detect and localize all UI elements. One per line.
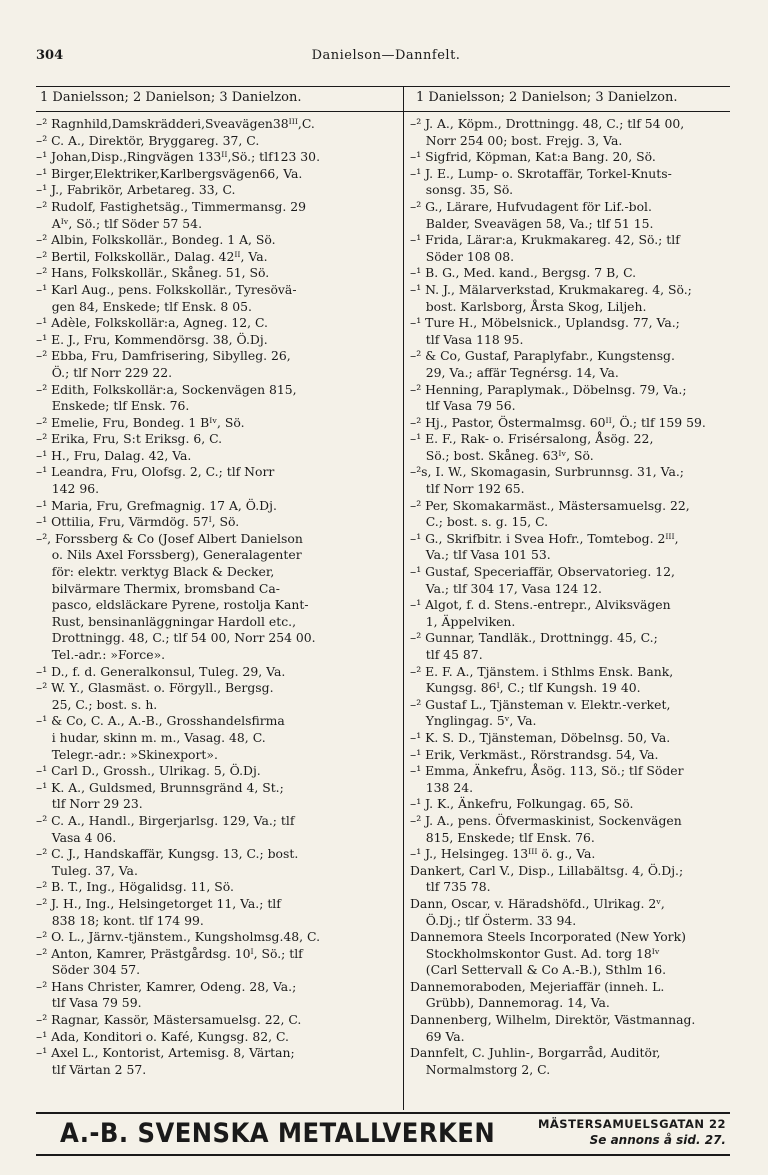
directory-entry-line: 838 18; kont. tlf 174 99. (36, 912, 204, 928)
directory-entry-line: –¹ H., Fru, Dalag. 42, Va. (36, 447, 192, 463)
directory-entry-line: Dankert, Carl V., Disp., Lillabältsg. 4, Ö.Dj.; (410, 862, 684, 878)
directory-entry-line: –² Gunnar, Tandläk., Drottningg. 45, C.; (410, 630, 658, 646)
directory-entry-line: –¹ G., Skrifbitr. i Svea Hofr., Tomtebog. 2ᴵᴵᴵ, (410, 530, 679, 546)
column-headers (36, 86, 730, 112)
directory-entry-line: tlf Vasa 79 59. (36, 995, 142, 1011)
directory-entry-line: –² C. J., Handskaffär, Kungsg. 13, C.; bost. (36, 846, 299, 862)
directory-entry-line: –¹ J. E., Lump- o. Skrotaffär, Torkel-Knuts- (410, 165, 672, 181)
directory-entry-line: C.; bost. s. g. 15, C. (410, 514, 549, 530)
directory-entry-line: Dannemoraboden, Mejeriaffär (inneh. L. (410, 978, 665, 994)
directory-entry-line: –¹ Leandra, Fru, Olofsg. 2, C.; tlf Norr (36, 464, 275, 480)
directory-entry-line: –¹ E. F., Rak- o. Frisérsalong, Åsög. 22, (410, 431, 654, 447)
directory-entry-line: 25, C.; bost. s. h. (36, 696, 158, 712)
directory-entry-line: –², Forssberg & Co (Josef Albert Danielson (36, 530, 303, 546)
advertiser-address: MÄSTERSAMUELSGATAN 22 (537, 1117, 726, 1131)
directory-entry-line: –¹ Axel L., Kontorist, Artemisg. 8, Värtan; (36, 1045, 295, 1061)
directory-entry-line: Rust, bensinanläggningar Hardoll etc., (36, 613, 297, 629)
directory-entry-line: –¹ E. J., Fru, Kommendörsg. 38, Ö.Dj. (36, 331, 268, 347)
right-column-header: 1 Danielsson; 2 Danielson; 3 Danielzon. (416, 90, 678, 105)
directory-entry-line: (Carl Settervall & Co A.-B.), Sthlm 16. (410, 962, 667, 978)
directory-entry-line: Enskede; tlf Ensk. 76. (36, 398, 190, 414)
directory-entry-line: –² B. T., Ing., Högalidsg. 11, Sö. (36, 879, 234, 895)
directory-entry-line: Normalmstorg 2, C. (410, 1061, 551, 1077)
directory-entry-line: –² Bertil, Folkskollär., Dalag. 42ᴵᴵ, Va. (36, 248, 268, 264)
directory-entry-line: –¹ Karl Aug., pens. Folkskollär., Tyresövä- (36, 281, 297, 297)
advertiser-name: A.-B. SVENSKA METALLVERKEN (60, 1118, 496, 1149)
directory-entry-line: –² Hans, Folkskollär., Skåneg. 51, Sö. (36, 265, 270, 281)
directory-entry-line: –¹ Adèle, Folkskollär:a, Agneg. 12, C. (36, 315, 268, 331)
directory-entry-line: –¹ J., Fabrikör, Arbetareg. 33, C. (36, 182, 236, 198)
left-column-header: 1 Danielsson; 2 Danielson; 3 Danielzon. (40, 90, 302, 105)
directory-entry-line: tlf Vasa 79 56. (410, 398, 516, 414)
directory-entry-line: –² Per, Skomakarmäst., Mästersamuelsg. 22, (410, 497, 690, 513)
directory-entry-line: –² Ebba, Fru, Damfrisering, Sibylleg. 26, (36, 348, 291, 364)
directory-entry-line: tlf 45 87. (410, 647, 483, 662)
directory-entry-line: –¹ D., f. d. Generalkonsul, Tuleg. 29, Va. (36, 663, 286, 679)
directory-entry-line: Vasa 4 06. (36, 829, 117, 845)
directory-entry-line: o. Nils Axel Forssberg), Generalagenter (36, 547, 302, 563)
directory-entry-line: –² C. A., Direktör, Bryggareg. 37, C. (36, 132, 260, 148)
directory-entry-line: –² Edith, Folkskollär:a, Sockenvägen 815, (36, 381, 297, 397)
directory-entry-line: –² Henning, Paraplymak., Döbelnsg. 79, Va.; (410, 381, 687, 397)
directory-entry-line: för: elektr. verktyg Black & Decker, (36, 564, 275, 580)
directory-entry-line: bost. Karlsborg, Årsta Skog, Liljeh. (410, 298, 647, 314)
directory-entry-line: pasco, eldsläckare Pyrene, rostolja Kant- (36, 597, 309, 613)
directory-entry-line: –¹ Erik, Verkmäst., Rörstrandsg. 54, Va. (410, 746, 659, 762)
advertisement-reference: Se annons å sid. 27. (589, 1133, 726, 1147)
directory-entry-line: –¹ Ture H., Möbelsnick., Uplandsg. 77, Va.; (410, 315, 680, 331)
directory-entry-line: –² Albin, Folkskollär., Bondeg. 1 A, Sö. (36, 232, 276, 248)
directory-entry-line: –¹ Emma, Änkefru, Åsög. 113, Sö.; tlf Söder (410, 763, 684, 779)
directory-entry-line: Ö.Dj.; tlf Österm. 33 94. (410, 912, 577, 928)
directory-entry-line: –² Anton, Kamrer, Prästgårdsg. 10ᴵ, Sö.; tlf (36, 945, 303, 961)
directory-entry-line: Balder, Sveavägen 58, Va.; tlf 51 15. (410, 215, 654, 231)
directory-entry-line: Dann, Oscar, v. Häradshöfd., Ulrikag. 2ᵛ, (410, 895, 665, 911)
directory-entry-line: –¹ Algot, f. d. Stens.-entrepr., Alviksvägen (410, 597, 671, 613)
directory-entry-line: –¹ & Co, C. A., A.-B., Grosshandelsfirma (36, 713, 285, 729)
directory-entry-line: Tel.-adr.: »Force». (36, 647, 166, 662)
directory-entry-line: sonsg. 35, Sö. (410, 182, 514, 198)
advertisement-banner (36, 1112, 730, 1156)
directory-entry-line: –¹ Maria, Fru, Grefmagnig. 17 A, Ö.Dj. (36, 497, 277, 513)
directory-entry-line: –² W. Y., Glasmäst. o. Förgyll., Bergsg. (36, 680, 274, 696)
directory-entry-line: 142 96. (36, 481, 100, 497)
directory-entry-line: –¹ Sigfrid, Köpman, Kat:a Bang. 20, Sö. (410, 149, 656, 165)
directory-entry-line: Tuleg. 37, Va. (36, 862, 138, 878)
directory-entry-line: Ö.; tlf Norr 229 22. (36, 364, 173, 380)
directory-entry-line: Ynglingag. 5ᵛ, Va. (410, 713, 537, 729)
directory-entry-line: –² Rudolf, Fastighetsäg., Timmermansg. 29 (36, 198, 306, 214)
directory-entry-line: Norr 254 00; bost. Frejg. 3, Va. (410, 132, 623, 148)
directory-entry-line: –² G., Lärare, Hufvudagent för Lif.-bol. (410, 198, 652, 214)
directory-entry-line: –² J. H., Ing., Helsingetorget 11, Va.; tlf (36, 895, 281, 911)
directory-entry-line: –² Emelie, Fru, Bondeg. 1 Bᴵᵛ, Sö. (36, 414, 245, 430)
directory-entry-line: –¹ N. J., Mälarverkstad, Krukmakareg. 4, Sö.; (410, 281, 692, 297)
directory-entry-line: tlf Vasa 118 95. (410, 331, 524, 347)
directory-entry-line: Söder 108 08. (410, 248, 515, 264)
right-column (410, 116, 734, 1078)
page-header (36, 48, 736, 78)
directory-entry-line: –¹ Ada, Konditori o. Kafé, Kungsg. 82, C. (36, 1028, 289, 1044)
directory-entry-line: bilvärmare Thermix, bromsband Ca- (36, 580, 280, 596)
directory-entry-line: –² Erika, Fru, S:t Eriksg. 6, C. (36, 431, 223, 447)
directory-entry-line: Kungsg. 86ᴵ, C.; tlf Kungsh. 19 40. (410, 680, 641, 696)
directory-entry-line: Sö.; bost. Skåneg. 63ᴵᵛ, Sö. (410, 447, 594, 463)
running-head: Danielson—Dannfelt. (311, 48, 461, 63)
directory-entry-line: Drottningg. 48, C.; tlf 54 00, Norr 254 00. (36, 630, 316, 646)
directory-entry-line: tlf Värtan 2 57. (36, 1061, 147, 1077)
directory-entry-line: Söder 304 57. (36, 962, 141, 978)
directory-entry-line: –² Ragnar, Kassör, Mästersamuelsg. 22, C. (36, 1012, 302, 1028)
directory-entry-line: Grübb), Dannemorag. 14, Va. (410, 995, 610, 1011)
directory-entry-line: 1, Äppelviken. (410, 613, 516, 629)
directory-entry-line: –¹ J. K., Änkefru, Folkungag. 65, Sö. (410, 796, 634, 812)
directory-entry-line: Aᴵᵛ, Sö.; tlf Söder 57 54. (36, 215, 203, 231)
directory-entry-line: –² Ragnhild,Damskrädderi,Sveavägen38ᴵᴵᴵ,C. (36, 116, 315, 131)
directory-entry-line: Dannemora Steels Incorporated (New York) (410, 929, 686, 945)
directory-entry-line: –² O. L., Järnv.-tjänstem., Kungsholmsg.48, C. (36, 929, 321, 945)
directory-entry-line: Va.; tlf Vasa 101 53. (410, 547, 551, 563)
directory-entry-line: –² J. A., pens. Öfvermaskinist, Sockenvägen (410, 812, 682, 828)
directory-entry-line: tlf 735 78. (410, 879, 491, 895)
directory-entry-line: 138 24. (410, 779, 474, 795)
directory-entry-line: –¹ Birger,Elektriker,Karlbergsvägen66, Va. (36, 165, 303, 181)
directory-entry-line: –¹ J., Helsingeg. 13ᴵᴵᴵ ö. g., Va. (410, 846, 596, 862)
directory-entry-line: Va.; tlf 304 17, Vasa 124 12. (410, 580, 602, 596)
left-column (36, 116, 398, 1078)
directory-entry-line: 29, Va.; affär Tegnérsg. 14, Va. (410, 364, 619, 380)
directory-entry-line: Dannenberg, Wilhelm, Direktör, Västmannag. (410, 1012, 696, 1028)
directory-entry-line: –¹ Frida, Lärar:a, Krukmakareg. 42, Sö.; tlf (410, 232, 680, 248)
directory-entry-line: –² C. A., Handl., Birgerjarlsg. 129, Va.; tlf (36, 812, 295, 828)
directory-entry-line: Telegr.-adr.: »Skinexport». (36, 746, 218, 762)
directory-entry-line: –² Gustaf L., Tjänsteman v. Elektr.-verket, (410, 696, 671, 712)
page-number: 304 (36, 48, 64, 63)
directory-entry-line: 815, Enskede; tlf Ensk. 76. (410, 829, 595, 845)
directory-entry-line: –¹ Ottilia, Fru, Värmdög. 57ᴵ, Sö. (36, 514, 240, 530)
directory-entry-line: Stockholmskontor Gust. Ad. torg 18ᴵᵛ (410, 945, 660, 961)
directory-entry-line: –¹ Carl D., Grossh., Ulrikag. 5, Ö.Dj. (36, 763, 261, 779)
directory-entry-line: tlf Norr 29 23. (36, 796, 143, 812)
directory-entry-line: –² Hans Christer, Kamrer, Odeng. 28, Va.; (36, 978, 297, 994)
directory-entry-line: 69 Va. (410, 1028, 465, 1044)
directory-entry-line: Dannfelt, C. Juhlin-, Borgarråd, Auditör, (410, 1045, 661, 1061)
directory-entry-line: –¹ Johan,Disp.,Ringvägen 133ᴵᴵ,Sö.; tlf123 30. (36, 149, 321, 165)
column-divider (403, 86, 404, 1110)
directory-entry-line: –² E. F. A., Tjänstem. i Sthlms Ensk. Bank, (410, 663, 674, 679)
directory-entry-line: –¹ Gustaf, Speceriaffär, Observatorieg. 12, (410, 564, 675, 580)
directory-entry-line: –² & Co, Gustaf, Paraplyfabr., Kungstensg. (410, 348, 675, 364)
directory-entry-line: –¹ B. G., Med. kand., Bergsg. 7 B, C. (410, 265, 637, 281)
directory-entry-line: gen 84, Enskede; tlf Ensk. 8 05. (36, 298, 252, 314)
directory-entry-line: –¹ K. S. D., Tjänsteman, Döbelnsg. 50, Va. (410, 729, 671, 745)
directory-entry-line: –²s, I. W., Skomagasin, Surbrunnsg. 31, Va.; (410, 464, 684, 480)
directory-entry-line: i hudar, skinn m. m., Vasag. 48, C. (36, 729, 266, 745)
directory-entry-line: tlf Norr 192 65. (410, 481, 525, 497)
directory-entry-line: –² Hj., Pastor, Östermalmsg. 60ᴵᴵ, Ö.; tlf 159 59. (410, 414, 706, 430)
directory-entry-line: –¹ K. A., Guldsmed, Brunnsgränd 4, St.; (36, 779, 284, 795)
directory-entry-line: –² J. A., Köpm., Drottningg. 48, C.; tlf 54 00, (410, 116, 685, 131)
